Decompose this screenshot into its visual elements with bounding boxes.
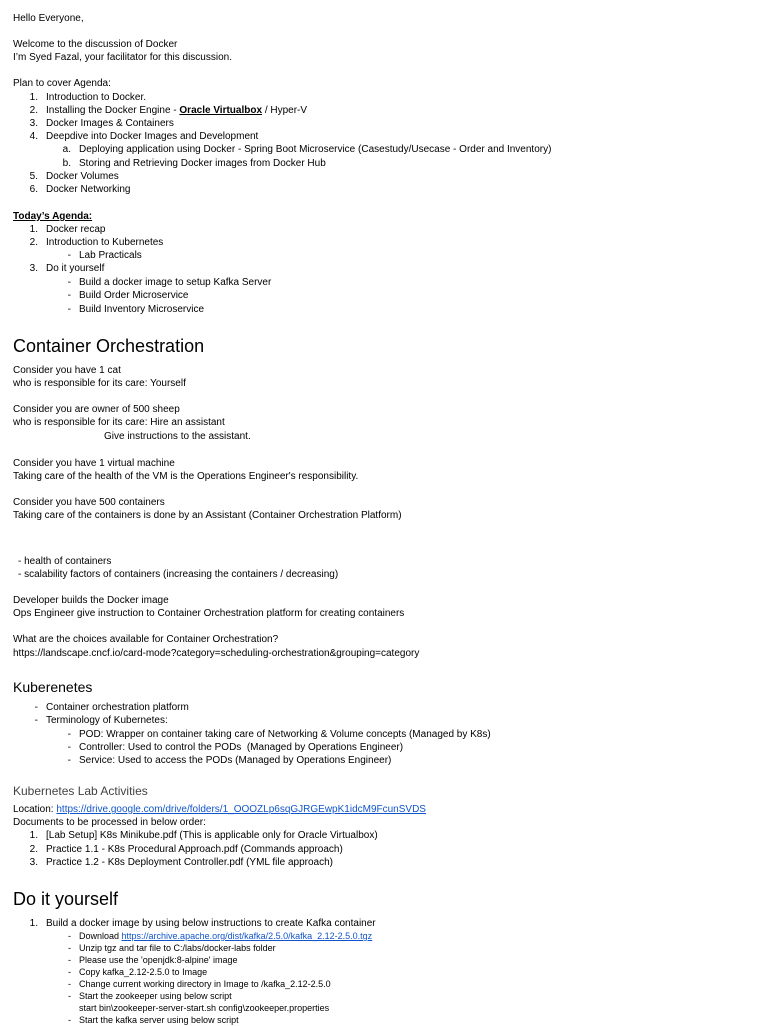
- kube-term-service: Service: Used to access the PODs (Managed by Operations Engineer): [79, 755, 392, 766]
- list-marker: -: [34, 702, 38, 713]
- kube-term-controller: Controller: Used to control the PODs (Managed by Operations Engineer): [79, 742, 404, 753]
- list-marker: 2.: [29, 237, 38, 248]
- list-marker: b.: [62, 158, 71, 169]
- sheep-line-1: Consider you are owner of 500 sheep: [13, 404, 180, 415]
- list-marker: 6.: [29, 184, 38, 195]
- list-marker: -: [68, 979, 71, 989]
- plan-item-4: Deepdive into Docker Images and Development: [46, 131, 259, 142]
- sheep-line-3: Give instructions to the assistant.: [104, 431, 251, 442]
- container-orchestration-heading: Container Orchestration: [13, 336, 205, 356]
- do-it-yourself-heading: Do it yourself: [13, 889, 119, 909]
- containers-line-2: Taking care of the containers is done by an Assistant (Container Orchestration Platform): [13, 510, 402, 521]
- facilitator-line: I’m Syed Fazal, your facilitator for this discussion.: [13, 52, 232, 63]
- plan-item-2: Installing the Docker Engine - Oracle Virtualbox / Hyper-V: [46, 105, 308, 116]
- agenda-item-3-sub-1: Build a docker image to setup Kafka Server: [79, 277, 272, 288]
- plan-heading: Plan to cover Agenda:: [13, 78, 111, 89]
- vm-line-1: Consider you have 1 virtual machine: [13, 458, 175, 469]
- diy-item-1: Build a docker image by using below instructions to create Kafka container: [46, 918, 376, 929]
- kafka-download-link[interactable]: https://archive.apache.org/dist/kafka/2.5.0/kafka_2.12-2.5.0.tgz: [121, 931, 373, 941]
- list-marker: 3.: [29, 118, 38, 129]
- welcome-line: Welcome to the discussion of Docker: [13, 39, 178, 50]
- diy-step-image: Please use the 'openjdk:8-alpine' image: [79, 955, 238, 965]
- agenda-item-2: Introduction to Kubernetes: [46, 237, 164, 248]
- list-marker: -: [68, 991, 71, 1001]
- list-marker: -: [68, 943, 71, 953]
- list-marker: 1.: [29, 830, 38, 841]
- drive-folder-link[interactable]: https://drive.google.com/drive/folders/1_OOOZLp6sqGJRGEwpK1idcM9FcunSVDS: [56, 804, 426, 815]
- list-marker: 2.: [29, 844, 38, 855]
- plan-item-3: Docker Images & Containers: [46, 118, 174, 129]
- plan-item-4b: Storing and Retrieving Docker images from Docker Hub: [79, 158, 326, 169]
- diy-step-workdir: Change current working directory in Image to /kafka_2.12-2.5.0: [79, 979, 331, 989]
- agenda-item-3: Do it yourself: [46, 263, 105, 274]
- list-marker: -: [67, 742, 71, 753]
- kube-bullet-2: Terminology of Kubernetes:: [46, 715, 168, 726]
- diy-step-kafka-server: Start the kafka server using below script: [79, 1015, 239, 1025]
- sheep-line-2: who is responsible for its care: Hire an assistant: [13, 417, 225, 428]
- list-marker: -: [67, 250, 71, 261]
- diy-step-copy: Copy kafka_2.12-2.5.0 to Image: [79, 967, 208, 977]
- list-marker: -: [67, 304, 71, 315]
- list-marker: -: [67, 277, 71, 288]
- agenda-item-1: Docker recap: [46, 224, 106, 235]
- diy-step-zookeeper: Start the zookeeper using below script: [79, 991, 232, 1001]
- agenda-item-3-sub-2: Build Order Microservice: [79, 290, 189, 301]
- location-label: Location:: [13, 804, 57, 815]
- plan-item-4a: Deploying application using Docker - Spring Boot Microservice (Casestudy/Usecase - Order and Inventory): [79, 144, 552, 155]
- list-marker: 4.: [29, 131, 38, 142]
- list-marker: 1.: [29, 92, 38, 103]
- cat-line-1: Consider you have 1 cat: [13, 365, 121, 376]
- containers-line-1: Consider you have 500 containers: [13, 497, 165, 508]
- lab-doc-1: [Lab Setup] K8s Minikube.pdf (This is applicable only for Oracle Virtualbox): [46, 830, 378, 841]
- lab-location-line: [13, 803, 426, 816]
- diy-step-zookeeper-cmd: start bin\zookeeper-server-start.sh config\zookeeper.properties: [79, 1003, 330, 1013]
- list-marker: 2.: [29, 105, 38, 116]
- list-marker: 1.: [29, 224, 38, 235]
- kubernetes-heading: Kuberenetes: [13, 679, 93, 695]
- plan-item-5: Docker Volumes: [46, 171, 119, 182]
- vm-line-2: Taking care of the health of the VM is the Operations Engineer's responsibility.: [13, 471, 359, 482]
- list-marker: 3.: [29, 263, 38, 274]
- lab-doc-2: Practice 1.1 - K8s Procedural Approach.pdf (Commands approach): [46, 844, 343, 855]
- lab-docs-line: Documents to be processed in below order:: [13, 817, 206, 828]
- lab-activities-heading: Kubernetes Lab Activities: [13, 784, 148, 798]
- health-line: - health of containers: [18, 556, 112, 567]
- list-marker: -: [67, 755, 71, 766]
- plan-item-1: Introduction to Docker.: [46, 92, 147, 103]
- ops-engineer-line: Ops Engineer give instruction to Container Orchestration platform for creating containers: [13, 608, 405, 619]
- diy-step-download: Download https://archive.apache.org/dist/kafka/2.5.0/kafka_2.12-2.5.0.tgz: [79, 931, 373, 941]
- list-marker: -: [34, 715, 38, 726]
- agenda-item-2-sub: Lab Practicals: [79, 250, 142, 261]
- oracle-virtualbox-emphasis: Oracle Virtualbox: [179, 105, 263, 116]
- list-marker: -: [67, 290, 71, 301]
- lab-doc-3: Practice 1.2 - K8s Deployment Controller.pdf (YML file approach): [46, 857, 333, 868]
- list-marker: 5.: [29, 171, 38, 182]
- greeting: Hello Everyone,: [13, 13, 84, 24]
- list-marker: a.: [62, 144, 71, 155]
- list-marker: -: [68, 967, 71, 977]
- agenda-item-3-sub-3: Build Inventory Microservice: [79, 304, 205, 315]
- cncf-landscape-url: https://landscape.cncf.io/card-mode?category=scheduling-orchestration&grouping=category: [13, 648, 420, 659]
- developer-line: Developer builds the Docker image: [13, 595, 169, 606]
- scalability-line: - scalability factors of containers (increasing the containers / decreasing): [18, 569, 339, 580]
- list-marker: 3.: [29, 857, 38, 868]
- list-marker: -: [68, 931, 71, 941]
- kube-bullet-1: Container orchestration platform: [46, 702, 189, 713]
- choices-question: What are the choices available for Container Orchestration?: [13, 634, 279, 645]
- diy-step-unzip: Unzip tgz and tar file to C:/labs/docker-labs folder: [79, 943, 276, 953]
- kube-term-pod: POD: Wrapper on container taking care of Networking & Volume concepts (Managed by K8s): [79, 729, 491, 740]
- list-marker: -: [68, 1015, 71, 1025]
- list-marker: -: [68, 955, 71, 965]
- plan-item-6: Docker Networking: [46, 184, 131, 195]
- list-marker: 1.: [29, 918, 38, 929]
- list-marker: -: [67, 729, 71, 740]
- todays-agenda-heading: Today’s Agenda:: [13, 211, 93, 222]
- cat-line-2: who is responsible for its care: Yourself: [13, 378, 186, 389]
